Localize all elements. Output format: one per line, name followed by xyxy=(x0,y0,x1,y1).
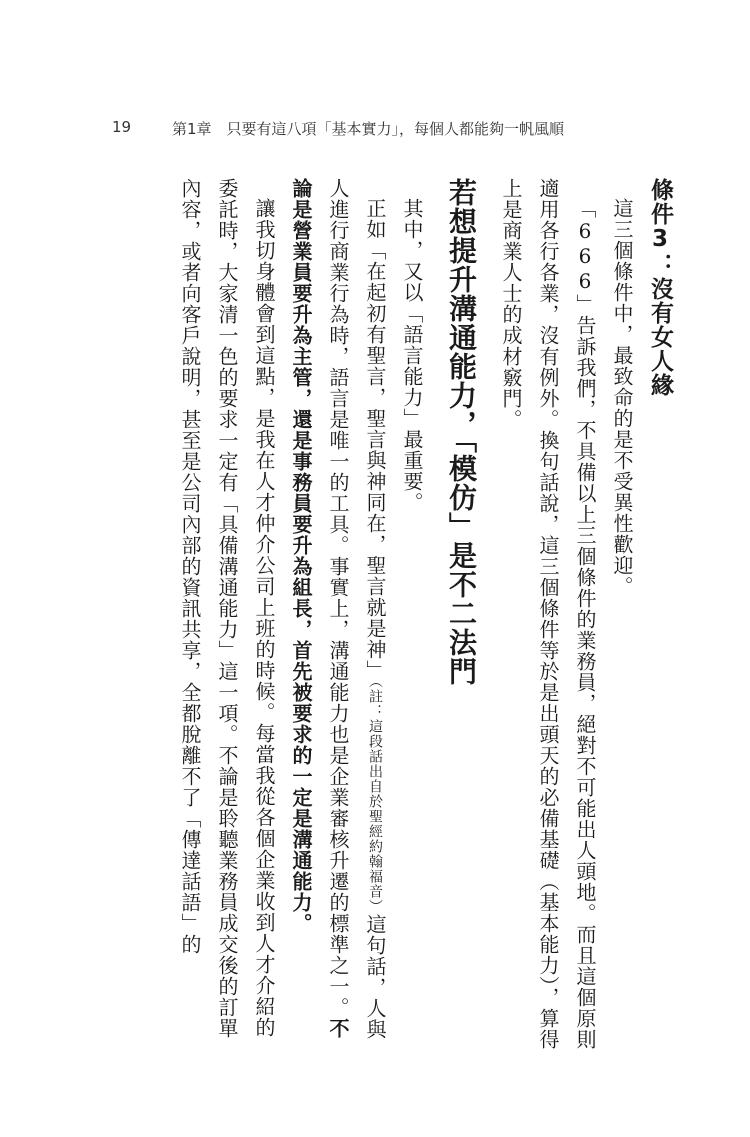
paragraph: 這三個條件中，最致命的是不受異性歡迎。 xyxy=(610,198,634,597)
vertical-body-text xyxy=(171,178,680,1058)
section-heading-condition-3: 條件3：沒有女人緣 xyxy=(647,178,673,397)
paragraph-text: 這句話，人與人進行商業行為時，語言是唯一的工具。事實上，溝通能力也是企業審核升遷的標準之一。 xyxy=(326,178,387,1040)
paragraph-text: 正如「在起初有聖言，聖言與神同在，聖言就是神」 xyxy=(363,198,387,681)
page-number: 19 xyxy=(112,118,132,136)
section-heading-imitation: 若想提升溝通能力，「模仿」是不二法門 xyxy=(445,178,478,686)
paragraph: 讓我切身體會到這點，是我在人才仲介公司上班的時候。每當我從各個企業收到人才介紹的委託時，大家清一色的要求一定有「具備溝通能力」這一項。不論是聆聽業務員成交後的訂單內容，或者向客戶說明，甚至是公司內部的資訊共享，全都脫離不了「傳達話語」的 xyxy=(178,178,276,1039)
paragraph: 「666」告訴我們，不具備以上三個條件的業務員，絕對不可能出人頭地。而且這個原則適用各行各業，沒有例外。換句話說，這三個條件等於是出頭天的必備基礎（基本能力），算得上是商業人士的成材竅門。 xyxy=(499,178,597,1050)
emphasis-text: 不論是營業員要升為主管，還是事務員要升為組長，首先被要求的一定是溝通能力。 xyxy=(289,178,350,1039)
chapter-title: 第1章 只要有這八項「基本實力」，每個人都能夠一帆風順 xyxy=(172,120,565,138)
annotation-note: （註：這段話出自於聖經約翰福音） xyxy=(367,681,383,914)
running-header xyxy=(112,118,632,142)
paragraph xyxy=(282,178,393,1058)
paragraph: 其中，又以「語言能力」最重要。 xyxy=(400,198,424,513)
